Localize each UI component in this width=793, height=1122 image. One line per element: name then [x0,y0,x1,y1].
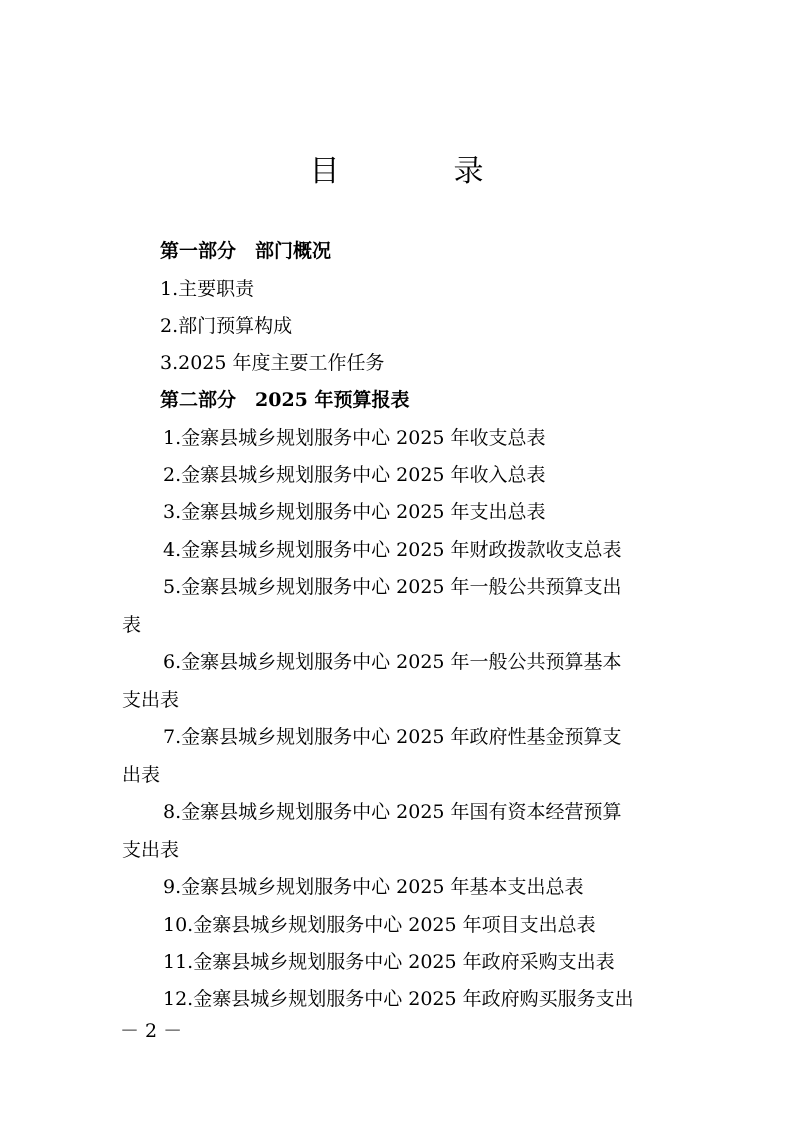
toc-item-continuation: 表 [122,614,142,636]
toc-part1-heading[interactable]: 第一部分 部门概况 [160,240,332,262]
toc-item-continuation: 支出表 [122,689,180,711]
page-title: 目 录 [309,154,526,189]
toc-item[interactable]: 11.金寨县城乡规划服务中心 2025 年政府采购支出表 [163,951,615,973]
toc-item[interactable]: 3.2025 年度主要工作任务 [160,352,385,374]
toc-item[interactable]: 1.主要职责 [160,278,255,300]
toc-item[interactable]: 6.金寨县城乡规划服务中心 2025 年一般公共预算基本 [163,651,622,673]
toc-item[interactable]: 5.金寨县城乡规划服务中心 2025 年一般公共预算支出 [163,576,622,598]
toc-item[interactable]: 10.金寨县城乡规划服务中心 2025 年项目支出总表 [163,914,596,936]
toc-item[interactable]: 8.金寨县城乡规划服务中心 2025 年国有资本经营预算 [163,801,622,823]
toc-item[interactable]: 1.金寨县城乡规划服务中心 2025 年收支总表 [163,427,546,449]
toc-item-continuation: 支出表 [122,839,180,861]
toc-item[interactable]: 4.金寨县城乡规划服务中心 2025 年财政拨款收支总表 [163,539,622,561]
toc-item-continuation: 出表 [122,764,161,786]
toc-item[interactable]: 2.部门预算构成 [160,315,293,337]
toc-part2-heading[interactable]: 第二部分 2025 年预算报表 [160,389,410,411]
toc-item[interactable]: 9.金寨县城乡规划服务中心 2025 年基本支出总表 [163,876,584,898]
toc-item[interactable]: 12.金寨县城乡规划服务中心 2025 年政府购买服务支出 [163,988,634,1010]
toc-item[interactable]: 3.金寨县城乡规划服务中心 2025 年支出总表 [163,501,546,523]
page-number: － 2 － [120,1020,183,1042]
toc-item[interactable]: 7.金寨县城乡规划服务中心 2025 年政府性基金预算支 [163,726,622,748]
toc-item[interactable]: 2.金寨县城乡规划服务中心 2025 年收入总表 [163,464,546,486]
